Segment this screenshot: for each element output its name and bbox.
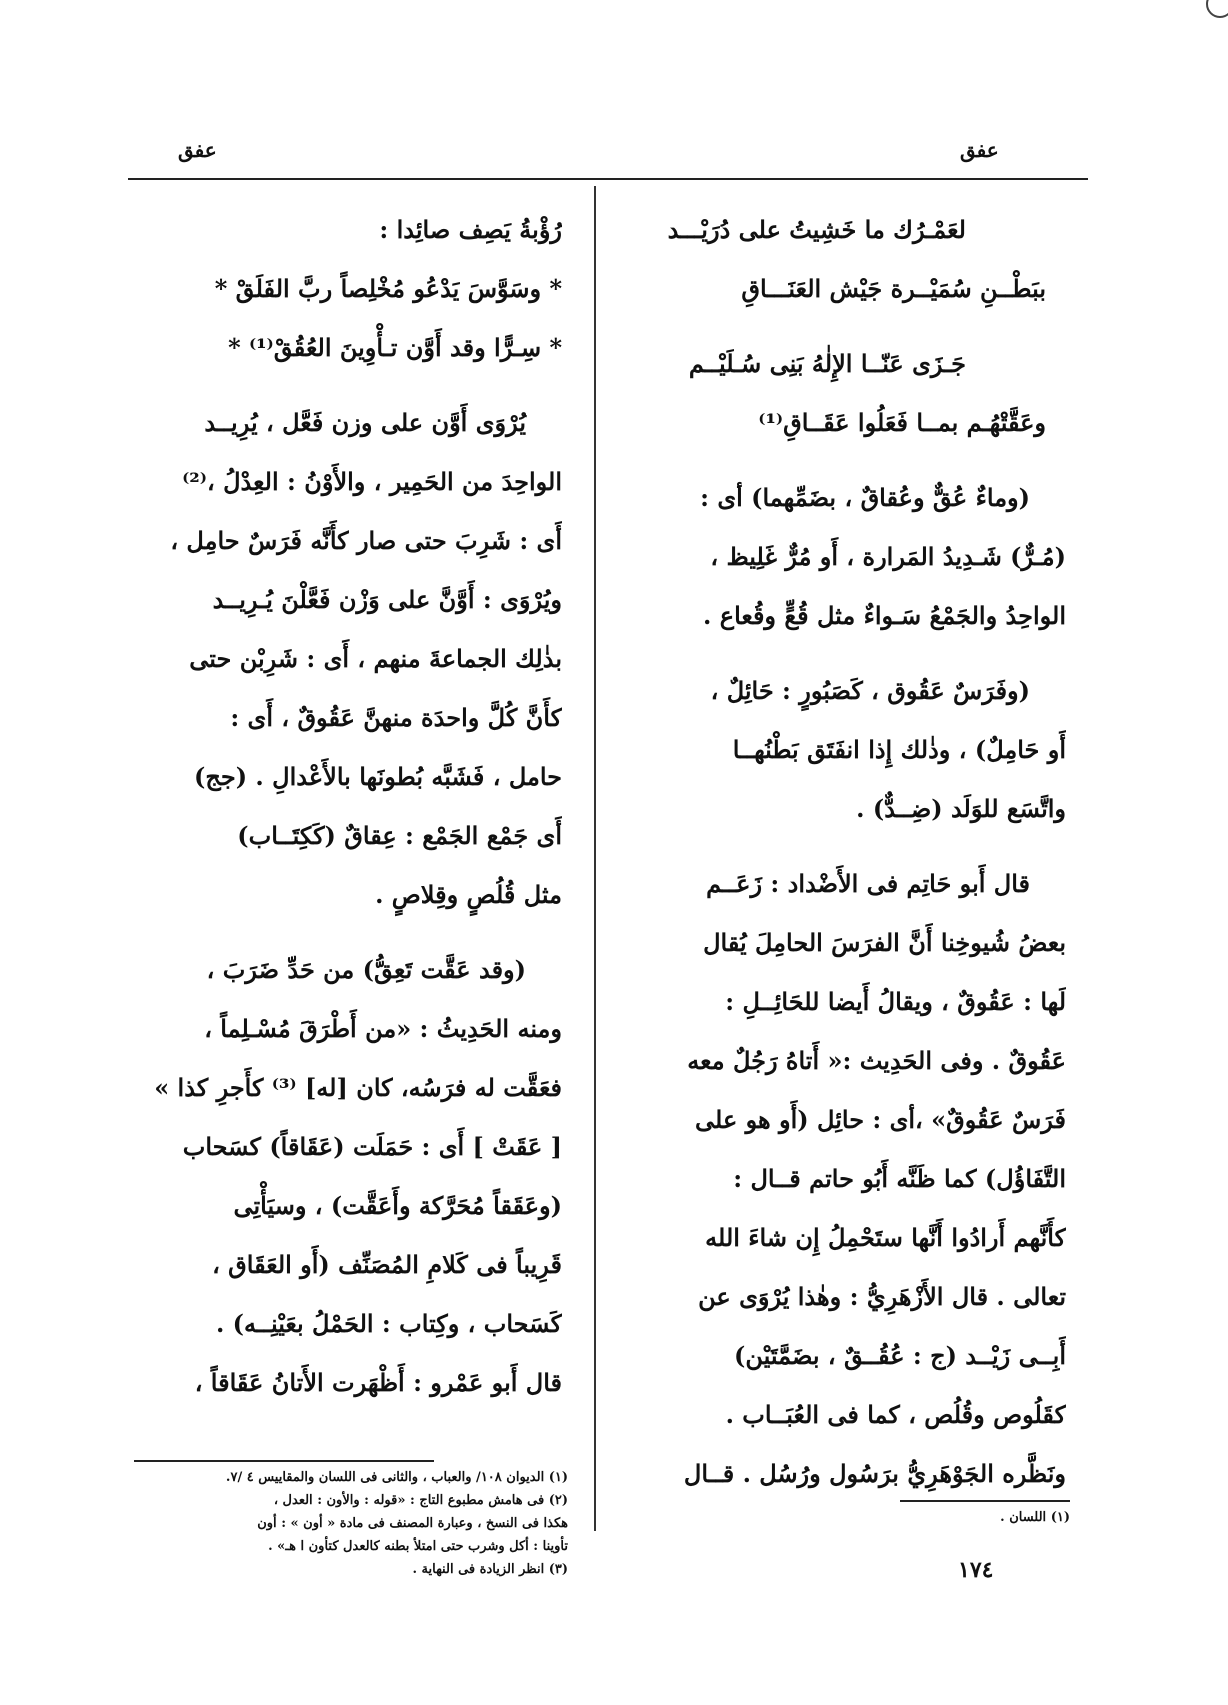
footnote-line: (٣) انظر الزيادة فى النهاية . [412, 1562, 568, 1577]
header-word-left: عفق [178, 138, 217, 162]
text-line: بذٰلِك الجماعةَ منهم ، أَى : شَرِبْن حتى [189, 644, 562, 673]
left-column [132, 200, 562, 1412]
paragraph-gap [132, 377, 562, 393]
text-line: تعالى . قال الأَزْهَرِيُّ : وهٰذا يُرْوَى عن [698, 1282, 1066, 1311]
text-line: الواحِدُ والجَمْعُ سَـواءٌ مثل قُعٍّ وقُعاع . [703, 601, 1066, 630]
corner-mark [1206, 0, 1228, 18]
text-line: كقَلُوص وقُلُص ، كما فى العُبَــاب . [725, 1400, 1066, 1429]
right-column [626, 200, 1066, 1503]
text-line: لعَمْـرُك ما خَشِيتُ على دُرَيْـــد [667, 215, 966, 244]
text-line: أَى : شَرِبَ حتى صار كأَنَّه فَرَسٌ حامِل ، [170, 526, 562, 555]
text-line: حامل ، فَشَبَّه بُطونَها بالأَعْدالِ . (جج) [194, 762, 562, 791]
text-line: (وفَرَسٌ عَقُوق ، كَصَبُورٍ : حَائِلٌ ، [710, 676, 1030, 705]
paragraph-gap [132, 924, 562, 940]
text-line: بعضُ شُيوخِنا أَنَّ الفرَسَ الحامِلَ يُقال [703, 928, 1066, 957]
footnote-line: (٢) فى هامش مطبوع التاج : «قوله : والأون : العدل ، [273, 1493, 568, 1508]
text-line: فعَقَّت له فرَسُه، كان [له] ⁽³⁾ كأَجرِ كذا » [154, 1073, 562, 1102]
paragraph-gap [626, 838, 1066, 854]
text-line: * وسَوَّسَ يَدْعُو مُخْلِصاً ربَّ الفَلَقْ * [214, 274, 562, 303]
text-line: مثل قُلُصٍ وقِلاصٍ . [375, 880, 562, 909]
text-line: (وماءٌ عُقٌّ وعُقاقٌ ، بضَمِّهما) أى : [700, 483, 1030, 512]
footnotes-right [860, 1506, 1070, 1529]
footnote-rule-right [900, 1500, 1070, 1502]
text-line: فَرَسٌ عَقُوقٌ» ،أى : حائِل (أَو هو على [695, 1105, 1066, 1134]
text-line: ببَطْــنِ سُمَيْــرة جَيْش العَنَـــاقِ [741, 274, 1046, 303]
page-number: ١٧٤ [958, 1557, 994, 1583]
text-line: كأَنَّهم أَرادُوا أَنَّها ستَحْمِلُ إِن شاءَ الله [705, 1223, 1066, 1252]
header-rule [128, 178, 1088, 180]
text-line: واتَّسَع للوَلَد (ضِــدٌّ) . [856, 794, 1066, 823]
text-line: (وقد عَقَّت تَعِقُّ) من حَدِّ ضَرَبَ ، [206, 955, 526, 984]
text-line: أَو حَامِلٌ) ، وذٰلك إِذا انفَتَق بَطْنُهــا [732, 735, 1066, 764]
footnote-line: (١) اللسان . [1000, 1510, 1070, 1525]
text-line: ومنه الحَدِيثُ : «من أَطْرَقَ مُسْـلِماً ، [204, 1014, 562, 1043]
text-line: * سِـرًّا وقد أَوَّن تـأْوِينَ العُقُقْ⁽¹⁾ * [228, 333, 562, 362]
text-line: وعَقَّتْهُـم بمــا فَعَلُوا عَقَــاقِ⁽¹⁾ [758, 408, 1046, 437]
text-line: قال أَبو عَمْرو : أَظْهَرت الأَتانُ عَقَاقاً ، [194, 1368, 562, 1397]
footnote-line: تأوينا : أكل وشرب حتى امتلأ بطنه كالعدل كتأون ا هـ» . [268, 1539, 568, 1554]
column-divider [594, 186, 596, 1531]
text-line: رُؤْبةُ يَصِف صائِدا : [379, 215, 562, 244]
text-line: يُرْوَى أَوَّن على وزن فَعَّل ، يُرِيــد [204, 408, 526, 437]
text-line: عَقُوقٌ . وفى الحَدِيث :« أَتاهُ رَجُلٌ معه [687, 1046, 1066, 1075]
text-line: [ عَقَتْ ] أَى : حَمَلَت (عَقَاقاً) كسَحاب [182, 1132, 562, 1161]
paragraph-gap [626, 645, 1066, 661]
text-line: جَـزَى عَنّــا الإِلٰهُ بَنِى سُـلَيْــم [688, 349, 966, 378]
footnote-line: (١) الديوان ١٠٨/ والعباب ، والثانى فى اللسان والمقاييس ٤ /٧. [225, 1470, 568, 1485]
text-line: قَرِيباً فى كَلامِ المُصَنِّف (أَو العَقَاق ، [212, 1250, 562, 1279]
text-line: ونَظَّره الجَوْهَرِيُّ برَسُول ورُسُل . قــال [683, 1459, 1066, 1488]
text-line: (مُـرٌّ) شَـدِيدُ المَرارة ، أَو مُرٌّ غَلِيظ ، [710, 542, 1066, 571]
text-line: أَى جَمْع الجَمْع : عِقاقٌ (كَكِتَــاب) [237, 821, 562, 850]
footnotes-left [118, 1466, 568, 1581]
text-line: أَبِــى زَيْــد (ج : عُقُــقٌ ، بضَمَّتَيْن) [734, 1341, 1066, 1370]
text-line: كَسَحاب ، وكِتاب : الحَمْلُ بعَيْنِــه) . [215, 1309, 562, 1338]
text-line: كأَنَّ كُلَّ واحدَة منهنَّ عَقُوقٌ ، أَى : [230, 703, 562, 732]
text-line: التَّفَاؤُل) كما ظَنَّه أَبُو حاتم قــال : [733, 1164, 1066, 1193]
text-line: قال أَبو حَاتِم فى الأَضْداد : زَعَــم [706, 869, 1030, 898]
header-word-right: عفق [960, 138, 999, 162]
footnote-line: هكذا فى النسخ ، وعبارة المصنف فى مادة « أون » : أون [257, 1516, 568, 1531]
text-line: الواحِدَ من الحَمِير ، والأَوْنُ : العِدْلُ ،⁽²⁾ [182, 467, 562, 496]
paragraph-gap [626, 318, 1066, 334]
text-line: ويُرْوَى : أَوَّنَّ على وَزْن فَعَّلْنَ يُـرِيــد [212, 585, 562, 614]
text-line: لَها : عَقُوقٌ ، ويقالُ أَيضا للحَائِــلِ : [725, 987, 1066, 1016]
paragraph-gap [626, 452, 1066, 468]
text-line: (وعَقَقاً مُحَرَّكة وأَعَقَّت) ، وسيَأْتِى [233, 1191, 562, 1220]
footnote-rule-left [134, 1460, 434, 1462]
